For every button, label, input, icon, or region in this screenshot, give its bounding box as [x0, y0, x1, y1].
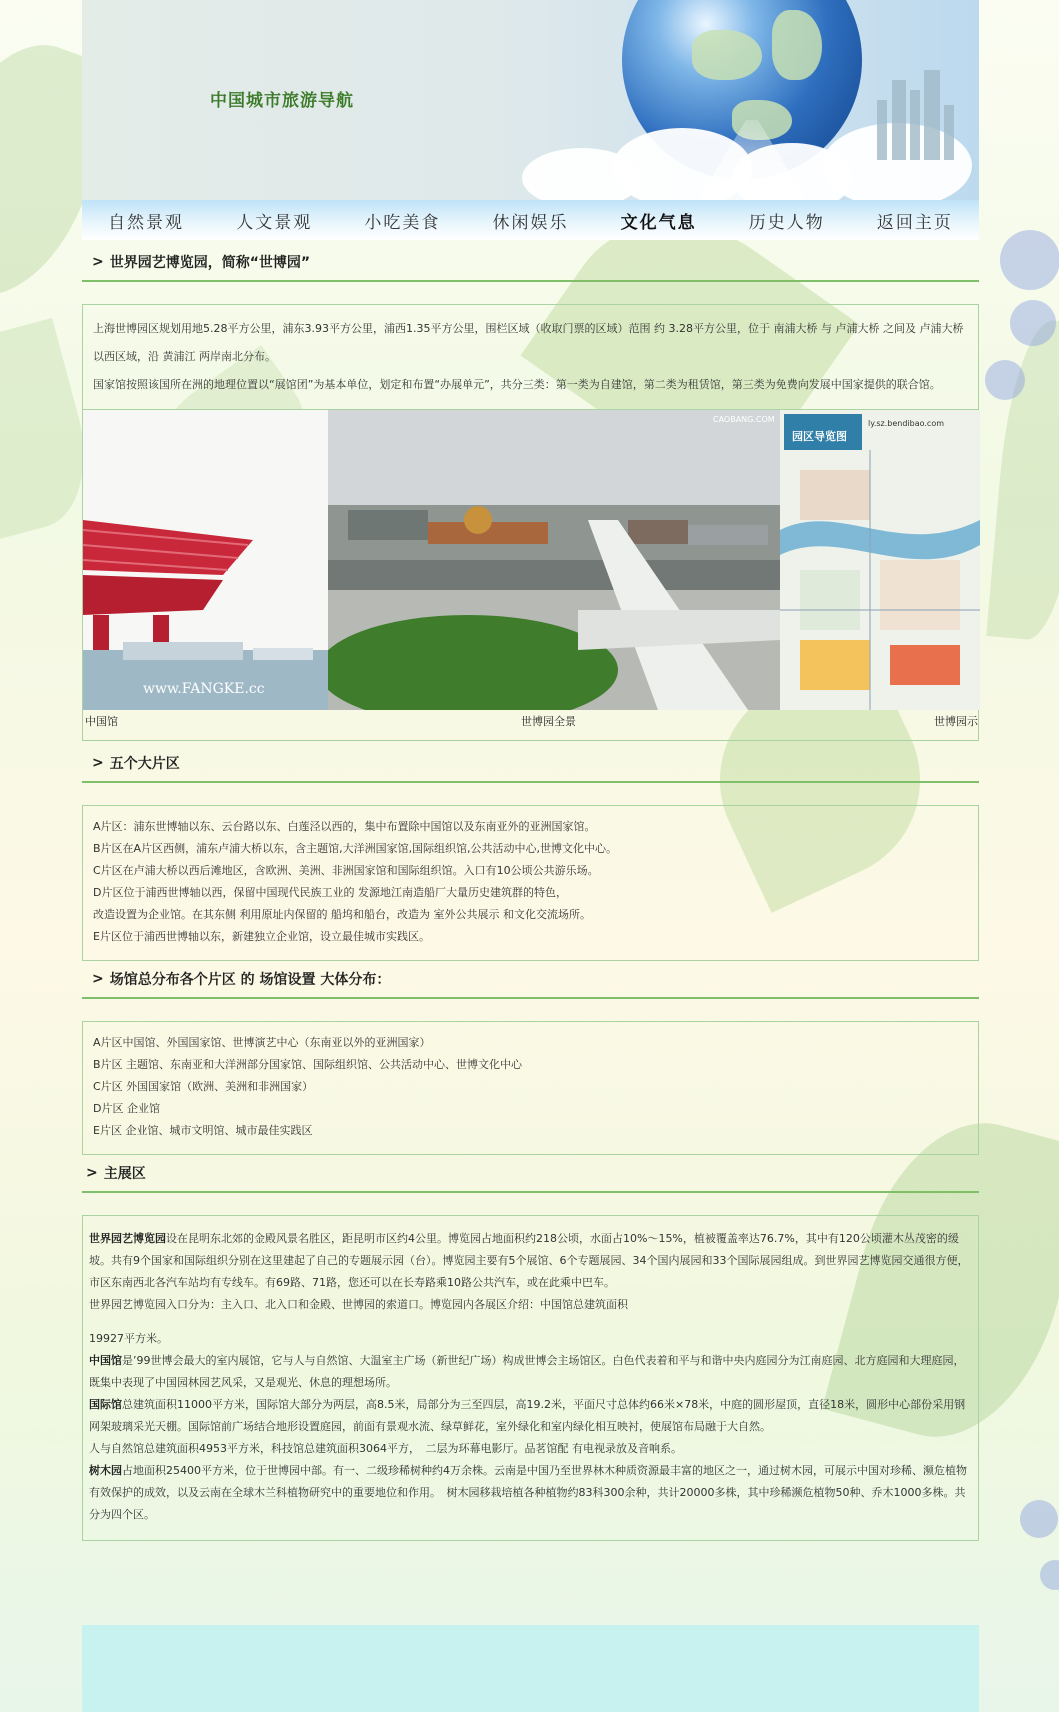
section-heading — [82, 244, 979, 282]
paragraph-text: 总建筑面积11000平方米，国际馆大部分为两层，高8.5米，局部分为三至四层，高19.2米，平面尺寸总体约66米×78米，中庭的圆形屋顶，直径18米，圆形中心部份采用钢网架玻璃采光天棚。国际馆前广场结合地形设置庭园，前面有景观水流、绿草鲜花，室外绿化和室内绿化相互映衬，使展馆布局融于大自然。 — [89, 1398, 966, 1433]
zone-line: 改造设置为企业馆。在其东侧 利用原址内保留的 船坞和船台，改造为 室外公共展示 和文化交流场所。 — [93, 908, 591, 921]
venue-line: B片区 主题馆、东南亚和大洋洲部分国家馆、国际组织馆、公共活动中心、世博文化中心 — [93, 1058, 523, 1071]
section-heading — [82, 961, 979, 999]
photo-watermark: CAOBANG.COM — [713, 415, 775, 424]
background-berry — [1020, 1500, 1058, 1538]
section-heading — [82, 1155, 979, 1193]
paragraph-text: 是’99世博会最大的室内展馆，它与人与自然馆、大温室主广场（新世纪广场）构成世博会主场馆区。白色代表着和平与和谐中央内庭园分为江南庭园、北方庭园和大理庭园，既集中表现了中国园林园艺风采，又是观光、休息的理想场所。 — [89, 1354, 965, 1389]
map-title: 园区导览图 — [792, 430, 847, 443]
zone-line: E片区位于浦西世博轴以东，新建独立企业馆，设立最佳城市实践区。 — [93, 930, 430, 943]
map-url: ly.sz.bendibao.com — [868, 419, 945, 428]
site-title: 中国城市旅游导航 — [210, 91, 354, 111]
venue-line: C片区 外国国家馆（欧洲、美洲和非洲国家） — [93, 1080, 314, 1093]
photo-caption: 世博园全景 — [521, 715, 576, 728]
nav-item-history[interactable]: 历史人物 — [748, 212, 825, 233]
arrow-icon: > — [86, 1165, 98, 1181]
section-title: 场馆总分布各个片区 的 场馆设置 大体分布： — [109, 972, 391, 988]
page-container — [82, 0, 979, 1541]
main-exhibition-box — [82, 1215, 979, 1541]
footer-band — [82, 1625, 979, 1712]
section-title: 主展区 — [103, 1166, 146, 1182]
header-banner — [82, 0, 979, 200]
intro-paragraph: 国家馆按照该国所在洲的地理位置以“展馆团”为基本单位，划定和布置“办展单元”，共分三类：第一类为自建馆，第二类为租赁馆，第三类为免费向发展中国家提供的联合馆。 — [93, 378, 941, 391]
background-berry — [1040, 1560, 1059, 1590]
background-berry — [1010, 300, 1056, 346]
nav-item-leisure[interactable]: 休闲娱乐 — [492, 212, 569, 233]
nav-item-food[interactable]: 小吃美食 — [364, 212, 441, 233]
china-pavilion-image — [83, 410, 328, 710]
zone-line: C片区在卢浦大桥以西后滩地区，含欧洲、美洲、非洲国家馆和国际组织馆。入口有10公顷公共游乐场。 — [93, 864, 599, 877]
venue-line: A片区中国馆、外国国家馆、世博演艺中心（东南亚以外的亚洲国家） — [93, 1036, 431, 1049]
zone-line: A片区：浦东世博轴以东、云台路以东、白莲泾以西的，集中布置除中国馆以及东南亚外的亚洲国家馆。 — [93, 820, 596, 833]
photo-expo-map[interactable] — [780, 410, 980, 710]
paragraph-text: 设在昆明东北郊的金殿风景名胜区，距昆明市区约4公里。博览园占地面积约218公顷，水面占10%～15%，植被覆盖率达76.7%，其中有120公顷灌木丛茂密的缓坡。共有9个国家和国际组织分别在这里建起了自己的专题展示园（台）。博览园主要有5个展馆、6个专题展园、34个国内展园和33个国际展园组成。到世界园艺博览园交通很方便，市区东南西北各汽车站均有专线车。有69路、71路，您还可以在长寿路乘10路公共汽车，或在此乘中巴车。 — [89, 1232, 969, 1289]
photo-watermark: www.FANGKE.cc — [143, 681, 265, 697]
section-title: 五个大片区 — [109, 756, 180, 772]
photo-china-pavilion[interactable] — [83, 410, 328, 710]
nav-item-culture-sights[interactable]: 人文景观 — [236, 212, 313, 233]
photo-strip — [83, 409, 978, 728]
venues-box — [82, 1021, 979, 1155]
nav-item-home[interactable]: 返回主页 — [876, 212, 953, 233]
paragraph-text: 世界园艺博览园入口分为：主入口、北入口和金殿、世博园的索道口。博览园内各展区介绍：中国馆总建筑面积 — [89, 1298, 628, 1311]
photo-expo-panorama[interactable] — [328, 410, 780, 710]
arrow-icon: > — [92, 971, 104, 987]
venue-line: E片区 企业馆、城市文明馆、城市最佳实践区 — [93, 1124, 313, 1137]
background-berry — [1000, 230, 1059, 290]
zone-line: D片区位于浦西世博轴以西，保留中国现代民族工业的 发源地江南造船厂大量历史建筑群的特色， — [93, 886, 567, 899]
nav-item-natural[interactable]: 自然景观 — [108, 212, 185, 233]
main-nav — [82, 200, 979, 240]
expo-intro-box — [82, 304, 979, 741]
paragraph-text: 占地面积25400平方米，位于世博园中部。有一、二级珍稀树种约4万余株。云南是中国乃至世界林木种质资源最丰富的地区之一，通过树木园，可展示中国对珍稀、濒危植物有效保护的成效，以及云南在全球木兰科植物研究中的重要地位和作用。 树木园移栽培植各种植物约83科300余种，共计20000多株，其中珍稀濒危植物50种、乔木1000多株。共分为四个区。 — [89, 1464, 967, 1521]
nav-item-culture[interactable]: 文化气息 — [620, 212, 697, 233]
paragraph-text: 人与自然馆总建筑面积4953平方米，科技馆总建筑面积3064平方， 二层为环幕电影厅。品茗馆配 有电视录放及音响系。 — [89, 1442, 682, 1455]
paragraph-text: 19927平方米。 — [89, 1332, 168, 1345]
zones-box — [82, 805, 979, 961]
intro-paragraph: 上海世博园区规划用地5.28平方公里，浦东3.93平方公里，浦西1.35平方公里，围栏区域（收取门票的区域）范围 约 3.28平方公里，位于 南浦大桥 与 卢浦大桥 之间及 卢浦大桥以西区域，沿 黄浦江 两岸南北分布。 — [93, 322, 964, 363]
photo-caption: 世博园示 — [934, 715, 978, 728]
background-berry — [985, 360, 1025, 400]
panorama-image — [328, 410, 780, 710]
term-bold: 国际馆 — [89, 1398, 122, 1411]
main-exhibition-text — [83, 1216, 978, 1540]
section-heading — [82, 745, 979, 783]
term-bold: 树木园 — [89, 1464, 122, 1477]
term-bold: 中国馆 — [89, 1354, 122, 1367]
zone-line: B片区在A片区西侧，浦东卢浦大桥以东，含主题馆,大洋洲国家馆,国际组织馆,公共活动中心,世博文化中心。 — [93, 842, 618, 855]
term-bold: 世界园艺博览园 — [89, 1232, 166, 1245]
venue-line: D片区 企业馆 — [93, 1102, 160, 1115]
section-title: 世界园艺博览园，简称“世博园” — [109, 255, 311, 271]
photo-caption: 中国馆 — [85, 715, 118, 728]
expo-map-image — [780, 410, 980, 710]
arrow-icon: > — [92, 755, 104, 771]
arrow-icon: > — [92, 254, 104, 270]
